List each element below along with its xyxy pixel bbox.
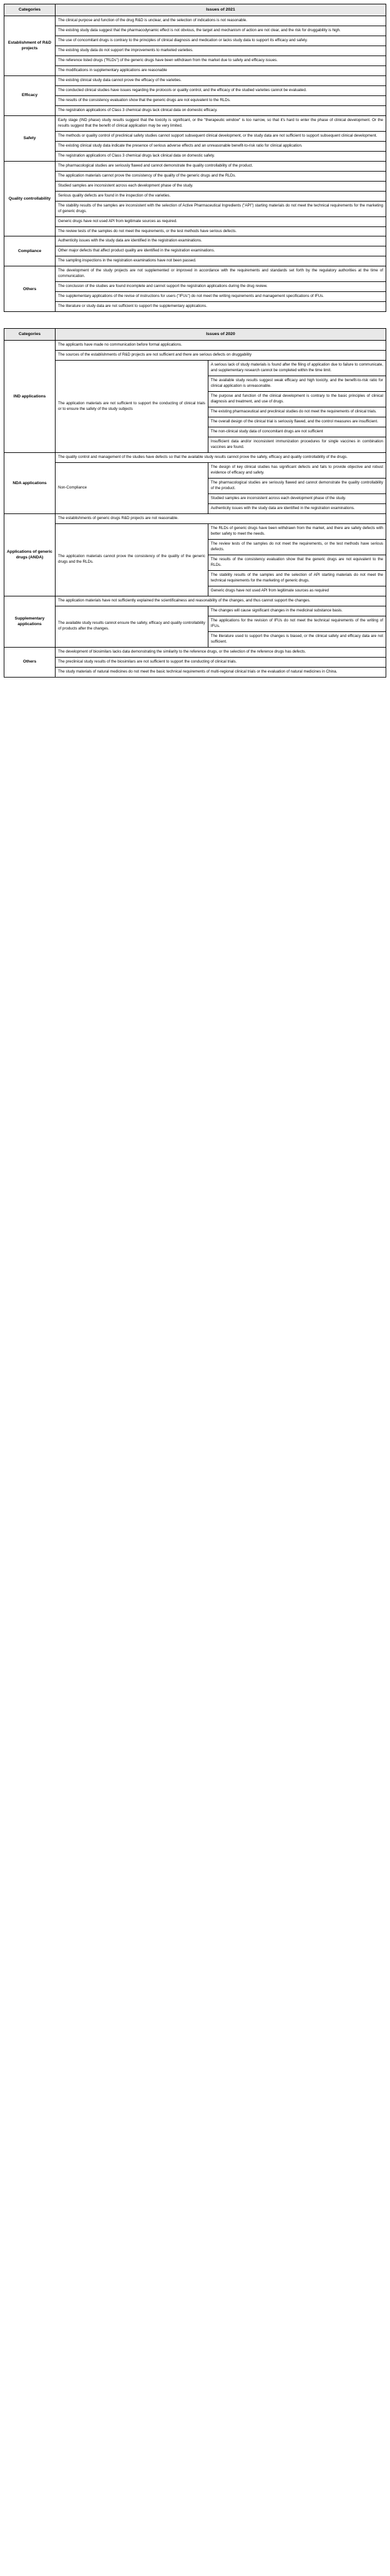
issue-cell: The existing study data suggest that the pharmacodynamic effect is not obvious, the target and mechanism of action are not clear, and the risk for druggability is high. [56,26,386,36]
issue-cell: The applicants have made no communication before formal applications. [56,341,386,351]
issue-cell: Non-Compliance [56,462,208,513]
category-cell: Others [4,647,56,677]
table-row [4,266,386,282]
issue-cell: Serious quality defects are found in the inspection of the varieties. [56,191,386,201]
table-row [4,292,386,302]
column-header-categories: Categories [4,4,56,16]
table-row [4,282,386,292]
issue-cell: The application materials have not sufficiently explained the scientificalness and reasonability of the changes, and thus cannot support the changes. [56,596,386,606]
category-cell: Establishment of R&D projects [4,16,56,75]
sub-issue-cell: The purpose and function of the clinical development is contrary to the basic principles of clinical diagnosis and treatment, and use of drugs. [208,392,386,407]
table-row [4,26,386,36]
table-row [4,351,386,361]
issue-cell: The stability results of the samples are inconsistent with the selection of Active Pharmaceutical Ingredients ("API") starting materials do not meet the technical requirements for the marketing of generic drugs. [56,201,386,216]
table-row [4,596,386,606]
table-row [4,171,386,181]
sub-issue-cell: The design of key clinical studies has significant defects and fails to provide objective and robust evidence of efficacy and safety. [208,462,386,478]
table-row [4,453,386,463]
issue-cell: The conclusion of the studies are found incomplete and cannot support the registration applications during the drug review. [56,282,386,292]
sub-issue-cell: The overall design of the clinical trial is seriously flawed, and the control measures are insufficient. [208,417,386,427]
issue-cell: The conducted clinical studies have issues regarding the protocols or quality control, and the efficacy of the studied varieties cannot be evaluated. [56,85,386,95]
sub-issue-cell: A serious lack of study materials is found after the filing of application due to failure to communicate, and supplementary research cannot be completed within the time limit. [208,361,386,376]
issue-cell: The existing clinical study data cannot prove the efficacy of the varieties. [56,75,386,85]
issue-cell: The pharmacological studies are seriously flawed and cannot demonstrate the quality controllability of the product. [56,161,386,171]
issue-cell: The methods or quality control of preclinical safety studies cannot support subsequent clinical development, or the study data are not sufficient to support subsequent clinical development. [56,131,386,141]
issue-cell: The existing clinical study data indicate the presence of serious adverse effects and an unreasonable benefit-to-risk ratio for clinical application. [56,141,386,151]
sub-issue-cell: The non-clinical study data of concomitant drugs are not sufficient [208,427,386,437]
issue-cell: The development of biosimilars lacks data demonstrating the similarity to the reference drugs, or the selection of the reference drugs has defects. [56,647,386,657]
sub-issue-cell: Generic drugs have not used API from legitimate sources as required [208,586,386,596]
table-header-row [4,4,386,16]
issue-cell: Other major defects that affect product quality are identified in the registration examinations. [56,246,386,256]
table-row [4,36,386,46]
issue-cell: The establishments of generic drugs R&D projects are not reasonable. [56,513,386,523]
table-2021 [4,4,386,312]
table-row [4,236,386,246]
issue-cell: The application materials cannot prove the consistency of the quality of the generic drugs and the RLDs. [56,171,386,181]
issue-cell: Authenticity issues with the study data are identified in the registration examinations. [56,236,386,246]
table-row [4,46,386,56]
issue-cell: The preclinical study results of the biosimilars are not sufficient to support the conducting of clinical trials. [56,657,386,667]
column-header-issues: Issues of 2021 [56,4,386,16]
table-row [4,523,386,539]
table-row [4,16,386,26]
column-header-issues: Issues of 2020 [56,329,386,341]
table-row [4,56,386,66]
table-row [4,246,386,256]
table-row [4,161,386,171]
category-cell: Compliance [4,236,56,266]
issue-cell: Studied samples are inconsistent across each development phase of the study. [56,181,386,191]
category-cell: Efficacy [4,75,56,115]
issue-cell: The sources of the establishments of R&D projects are not sufficient and there are serious defects on druggability [56,351,386,361]
issue-cell: The application materials cannot prove the consistency of the quality of the generic drugs and the RLDs. [56,523,208,596]
table-row [4,191,386,201]
sub-issue-cell: Insufficient data and/or inconsistent immunization procedures for single vaccines in combination vaccines are found. [208,437,386,453]
issue-cell: The supplementary applications of the revise of instructions for users ("IFUs") do not meet the writing requirements and management specifications of IFUs. [56,292,386,302]
sub-issue-cell: Authenticity issues with the study data are identified in the registration examinations. [208,503,386,513]
issue-cell: Generic drugs have not used API from legitimate sources as required. [56,216,386,226]
issue-cell: The review tests of the samples do not meet the requirements, or the test methods have serious defects. [56,226,386,236]
category-cell: Supplementary applications [4,596,56,647]
category-cell: IND applications [4,341,56,453]
table-header-row [4,329,386,341]
table-row [4,606,386,616]
issue-cell: The sampling inspections in the registration examinations have not been passed. [56,256,386,266]
issue-cell: The development of the study projects are not supplemented or improved in accordance with the requirements and standards set forth by the regulatory authorities at the time of communication. [56,266,386,282]
table-row [4,131,386,141]
table-row [4,657,386,667]
issue-cell: The registration applications of Class 3 chemical drugs lack clinical data on domestic efficacy. [56,105,386,115]
issue-cell: The literature or study data are not sufficient to support the supplementary applications. [56,302,386,312]
issue-cell: The use of concomitant drugs is contrary to the principles of clinical diagnosis and medication or lacks study data to support its efficacy and safety. [56,36,386,46]
issue-cell: Early stage (IND phase) study results suggest that the toxicity is significant, or the "therapeutic window" is too narrow, so that it's hard to enter the phase of clinical development. Or the results suggest that the benefit of clinical application may be very limited. [56,115,386,131]
table-2020 [4,328,386,677]
category-cell: Applications of generic drugs (ANDA) [4,513,56,596]
table-row [4,181,386,191]
sub-issue-cell: The available study results suggest weak efficacy and high toxicity, and the benefit-to-risk ratio for clinical application is unreasonable. [208,376,386,392]
category-cell: Others [4,266,56,312]
table-row [4,201,386,216]
table-row [4,302,386,312]
category-cell: NDA applications [4,453,56,514]
table-row [4,85,386,95]
issue-cell: The study materials of natural medicines do not meet the basic technical requirements of multi-regional clinical trials or the evaluation of natural medicines in China. [56,667,386,677]
sub-issue-cell: The results of the consistency evaluation show that the generic drugs are not equivalent to the RLDs. [208,555,386,570]
issue-cell: The existing study data do not support the improvements to marketed varieties. [56,46,386,56]
table-row [4,513,386,523]
sub-issue-cell: The pharmacological studies are seriously flawed and cannot demonstrate the quality controllability of the product. [208,478,386,493]
sub-issue-cell: The review tests of the samples do not meet the requirements, or the test methods have serious defects. [208,539,386,555]
table-row [4,75,386,85]
table-row [4,95,386,105]
category-cell: Quality controllability [4,161,56,236]
table-row [4,647,386,657]
issue-cell: The available study results cannot ensure the safety, efficacy and quality controllability of products after the changes. [56,606,208,647]
table-row [4,66,386,75]
table-row [4,462,386,478]
issue-cell: The quality control and management of the studies have defects so that the available study results cannot prove the safety, efficacy and quality controllability of the drugs. [56,453,386,463]
table-row [4,226,386,236]
issue-cell: The clinical purpose and function of the drug R&D is unclear, and the selection of indications is not reasonable. [56,16,386,26]
table-row [4,667,386,677]
issue-cell: The application materials are not sufficient to support the conducting of clinical trials or to ensure the safety of the study subjects [56,361,208,453]
sub-issue-cell: The literature used to support the changes is biased, or the clinical safety and efficacy data are not sufficient. [208,631,386,647]
page-container [0,0,390,690]
table-row [4,216,386,226]
sub-issue-cell: The RLDs of generic drugs have been withdrawn from the market, and there are safety defects with better safety to meet the needs. [208,523,386,539]
sub-issue-cell: Studied samples are inconsistent across each development phase of the study. [208,493,386,503]
table-row [4,105,386,115]
table-row [4,151,386,161]
issue-cell: The reference listed drugs ("RLDs") of the generic drugs have been withdrawn from the market due to safety and efficacy issues. [56,56,386,66]
sub-issue-cell: The existing pharmaceutical and preclinical studies do not meet the requirements of clinical trials. [208,407,386,417]
column-header-categories: Categories [4,329,56,341]
issue-cell: The registration applications of Class 3 chemical drugs lack clinical data on domestic safety. [56,151,386,161]
table-row [4,361,386,376]
sub-issue-cell: The stability results of the samples and the selection of API starting materials do not meet the technical requirements for the marketing of generic drugs. [208,570,386,586]
issue-cell: The modifications in supplementary applications are reasonable [56,66,386,75]
table-row [4,115,386,131]
sub-issue-cell: The applications for the revision of IFUs do not meet the technical requirements of the writing of IFUs. [208,616,386,631]
table-row [4,141,386,151]
table-row [4,256,386,266]
table-row [4,341,386,351]
sub-issue-cell: The changes will cause significant changes in the medicinal substance basis. [208,606,386,616]
table-gap [4,312,386,328]
category-cell: Safety [4,115,56,161]
issue-cell: The results of the consistency evaluation show that the generic drugs are not equivalent to the RLDs. [56,95,386,105]
